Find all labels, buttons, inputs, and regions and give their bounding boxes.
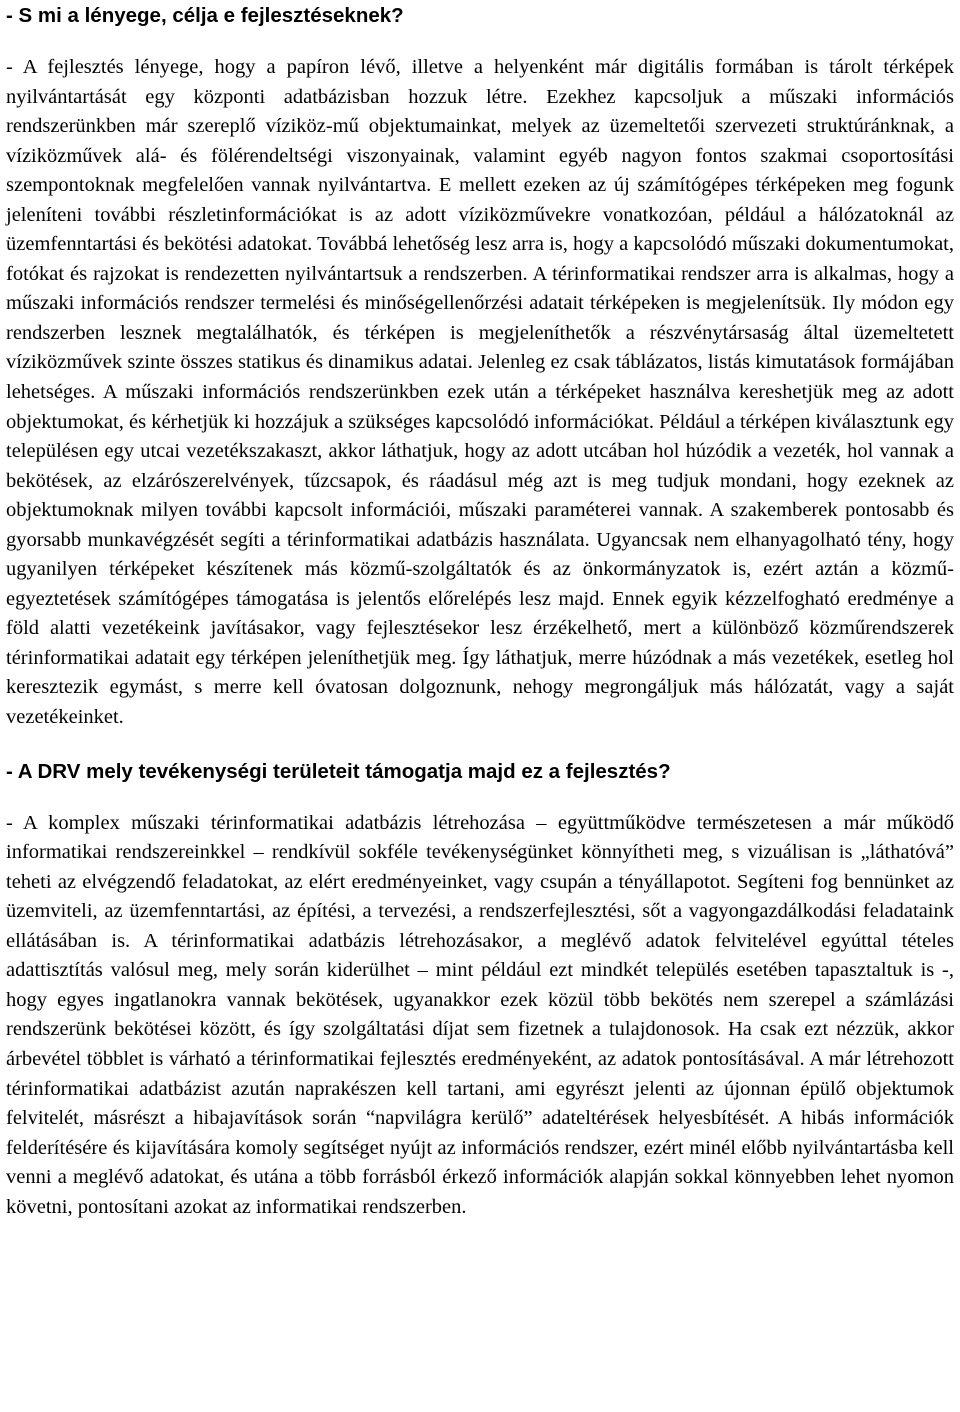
section-2-paragraph: - A komplex műszaki térinformatikai adatbázis létrehozása – együttműködve természetesen a már működő informatikai rendszereinkkel – rendkívül sokféle tevékenységünket könnyítheti meg, s vizuálisan is „láthatóvá” teheti az elvégzendő feladatokat, az elért eredményeinket, vagy csupán a tényállapotot. Segíteni fog bennünket az üzemviteli, az üzemfenntartási, az építési, a tervezési, a rendszerfejlesztési, sőt a vagyongazdálkodási feladataink ellátásában is. A térinformatikai adatbázis létrehozásakor, a meglévő adatok felvitelével egyúttal tételes adattisztítás valósul meg, mely során kiderülhet – mint például ezt mindkét település esetében tapasztaltuk is -, hogy egyes ingatlanokra vannak bekötések, ugyanakkor ezek közül több bekötés nem szerepel a számlázási rendszerünk bekötései között, és így szolgáltatási díjat sem fizetnek a tulajdonosok. Ha csak ezt nézzük, akkor árbevétel többlet is várható a térinformatikai fejlesztés eredményeként, az adatok pontosításával. A már létrehozott térinformatikai adatbázist azután naprakészen kell tartani, ami egyrészt jelenti az újonnan épülő objektumok felvitelét, másrészt a hibajavítások során “napvilágra kerülő” adateltérések helyesbítését. A hibás információk felderítésére és kijavítására komoly segítséget nyújt az információs rendszer, ezért minél előbb nyilvántartásba kell venni a meglévő adatokat, és utána a több forrásból érkező információk alapján sokkal könnyebben lehet nyomon követni, pontosítani azokat az informatikai rendszerben. bbox=[6, 811, 954, 1218]
section-1-heading: - S mi a lényege, célja e fejlesztéseknek? bbox=[6, 4, 404, 27]
section-2-heading: - A DRV mely tevékenységi területeit támogatja majd ez a fejlesztés? bbox=[6, 759, 671, 783]
section-1-paragraph: - A fejlesztés lényege, hogy a papíron lévő, illetve a helyenként már digitális formában is tárolt térképek nyilvántartását egy központi adatbázisban hozzuk létre. Ezekhez kapcsoljuk a műszaki információs rendszerünkben már szereplő víziköz-mű objektumainkat, melyek az üzemeltetői szervezeti struktúránknak, a víziközművek alá- és fölérendeltségi viszonyainak, valamint egyéb nagyon fontos szakmai csoportosítási szempontoknak megfelelően vannak nyilvántartva. E mellett ezeken az új számítógépes térképeken meg fogunk jeleníteni további részletinformációkat is az adott víziközművekre vonatkozóan, például a hálózatoknál az üzemfenntartási és bekötési adatokat. Továbbá lehetőség lesz arra is, hogy a kapcsolódó műszaki dokumentumokat, fotókat és rajzokat is rendezetten nyilvántartsuk a rendszerben. A térinformatikai rendszer arra is alkalmas, hogy a műszaki információs rendszer termelési és minőségellenőrzési adatait térképeken is megjelenítsük. Ily módon egy rendszerben lesznek megtalálhatók, és térképen is megjeleníthetők a részvénytársaság által üzemeltetett víziközművek szinte összes statikus és dinamikus adatai. Jelenleg ez csak táblázatos, listás kimutatások formájában lehetséges. A műszaki információs rendszerünkben ezek után a térképeket használva kereshetjük meg az adott objektumokat, és kérhetjük ki hozzájuk a szükséges kapcsolódó információkat. Például a térképen kiválasztunk egy településen egy utcai vezetékszakaszt, akkor láthatjuk, hogy az adott utcában hol húzódik a vezeték, hol vannak a bekötések, az elzárószerelvények, tűzcsapok, és ráadásul még azt is meg tudjuk mondani, hogy ezeknek az objektumoknak milyen további kapcsolt információi, műszaki paraméterei vannak. A szakemberek pontosabb és gyorsabb munkavégzését segíti a térinformatikai adatbázis használata. Ugyancsak nem elhanyagolható tény, hogy ugyanilyen térképeket készítenek más közmű-szolgáltatók és az önkormányzatok is, ezért aztán a közmű-egyeztetések számítógépes támogatása is jelentős előrelépés lesz majd. Ennek egyik kézzelfogható eredménye a föld alatti vezetékeink javításakor, vagy fejlesztésekor lesz érzékelhető, mert a különböző közműrendszerek térinformatikai adatait egy térképen jeleníthetjük meg. Így láthatjuk, merre húzódnak a más vezetékek, esetleg hol keresztezik egymást, s merre kell óvatosan dolgoznunk, nehogy megrongáljuk más hálózatát, vagy a saját vezetékeinket. bbox=[6, 56, 954, 729]
document-page bbox=[6, 0, 954, 1222]
